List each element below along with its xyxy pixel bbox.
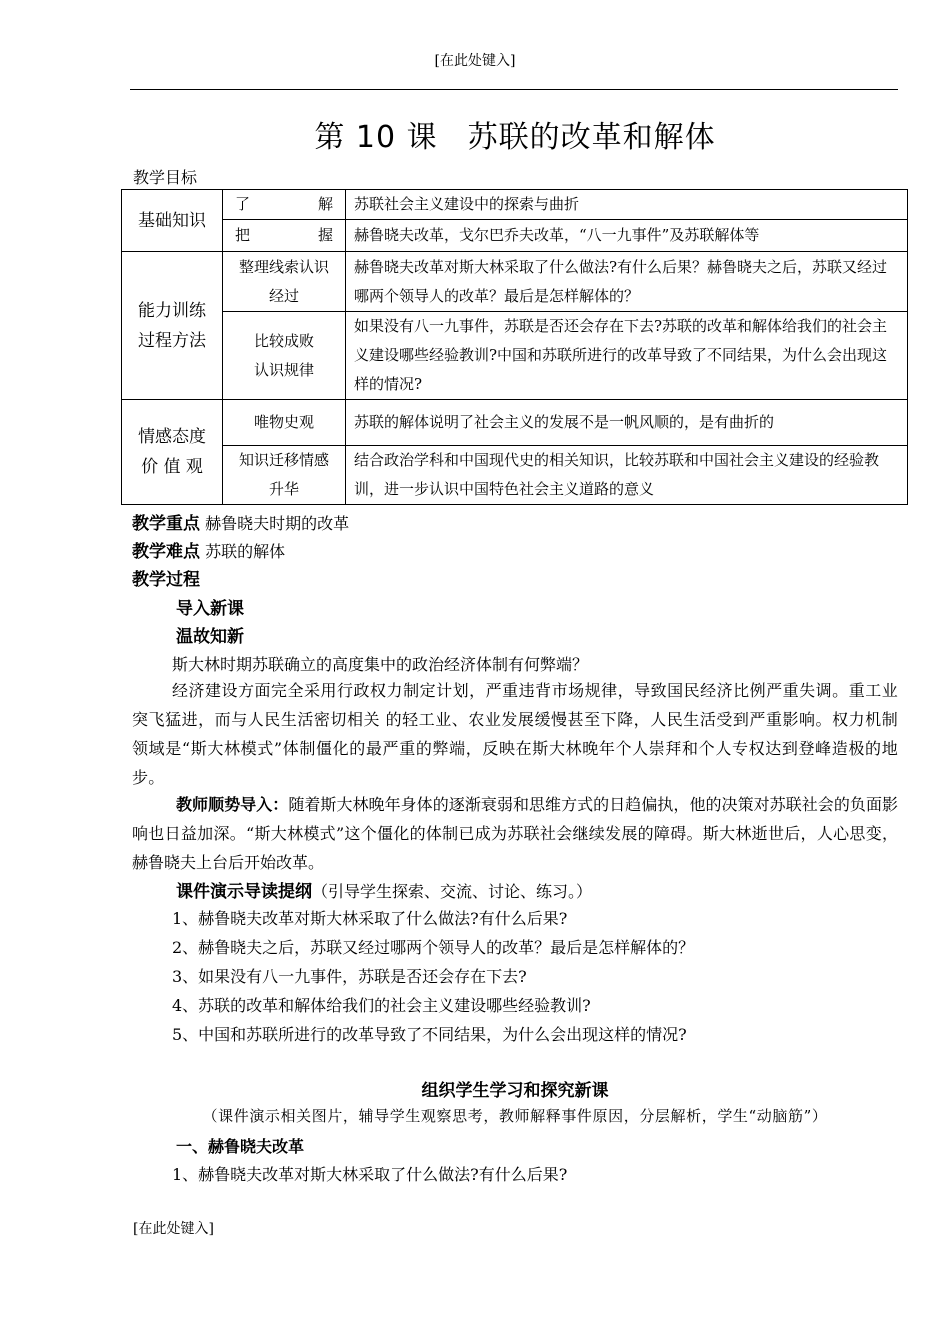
objectives-table [121,189,908,505]
difficulty: 教学难点 苏联的解体 [132,542,286,562]
new-lesson-note: （课件演示相关图片，辅导学生观察思考，教师解释事件原因，分层解析，学生“动脑筋”） [202,1107,828,1125]
process-label: 教学过程 [132,570,200,590]
list-item: 5、中国和苏联所进行的改革导致了不同结果，为什么会出现这样的情况? [172,1025,687,1044]
content-transfer: 结合政治学科和中国现代史的相关知识，比较苏联和中国社会主义建设的经验教训，进一步认识中国特色社会主义道路的意义 [346,446,908,505]
content-compare: 如果没有八一九事件，苏联是否还会存在下去?苏联的改革和解体给我们的社会主义建设哪些经验教训?中国和苏联所进行的改革导致了不同结果，为什么会出现这样的情况? [346,312,908,400]
header-rule [130,89,898,90]
page-header[interactable]: [在此处键入] [434,53,516,69]
section-khrushchev: 一、赫鲁晓夫改革 [176,1137,305,1156]
list-item: 1、赫鲁晓夫改革对斯大林采取了什么做法?有什么后果? [172,909,568,928]
sub-understand: 了 解 [223,190,346,220]
lesson-name: 苏联的改革和解体 [467,120,716,155]
review-answer: 经济建设方面完全采用行政权力制定计划，严重违背市场规律，导致国民经济比例严重失调。重工业突飞猛进，而与人民生活密切相关 的轻工业、农业发展缓慢甚至下降，人民生活受到严重影响。权力机制领域是“斯大林模式”体制僵化的最严重的弊端，反映在斯大林晚年个人崇拜和个人专权达到登峰造极的地步。 [132,681,898,787]
teacher-intro: 教师顺势导入：随着斯大林晚年身体的逐渐衰弱和思维方式的日趋偏执，他的决策对苏联社会的负面影响也日益加深。“斯大林模式”这个僵化的体制已成为苏联社会继续发展的障碍。斯大林逝世后，人心思变，赫鲁晓夫上台后开始改革。 [132,795,898,872]
sub-transfer: 知识迁移情感 升华 [223,446,346,505]
review-heading: 温故知新 [176,627,244,647]
page-footer[interactable]: [在此处键入] [133,1221,214,1237]
content-materialism: 苏联的解体说明了社会主义的发展不是一帆风顺的，是有曲折的 [346,400,908,446]
key-point: 教学重点 赫鲁晓夫时期的改革 [132,514,350,534]
category-basic: 基础知识 [122,190,223,252]
sub-clue: 整理线索认识 经过 [223,252,346,312]
goals-label: 教学目标 [133,168,198,187]
intro-heading: 导入新课 [176,599,244,619]
table-row [122,190,908,220]
table-row [122,446,908,505]
lesson-number: 第 10 课 [314,120,438,155]
new-lesson-heading: 组织学生学习和探究新课 [421,1081,609,1101]
table-row [122,400,908,446]
table-row [122,312,908,400]
section-question: 1、赫鲁晓夫改革对斯大林采取了什么做法?有什么后果? [172,1165,568,1184]
content-clue: 赫鲁晓夫改革对斯大林采取了什么做法?有什么后果？赫鲁晓夫之后，苏联又经过哪两个领导人的改革？最后是怎样解体的？ [346,252,908,312]
courseware-outline: 课件演示导读提纲（引导学生探索、交流、讨论、练习。） [176,882,593,902]
content-understand: 苏联社会主义建设中的探索与曲折 [346,190,908,220]
category-ability: 能力训练 过程方法 [122,252,223,400]
category-emotion: 情感态度 价 值 观 [122,400,223,505]
list-item: 4、苏联的改革和解体给我们的社会主义建设哪些经验教训? [172,996,591,1015]
review-question: 斯大林时期苏联确立的高度集中的政治经济体制有何弊端？ [172,655,589,674]
table-row [122,220,908,252]
page-title [0,112,950,156]
list-item: 2、赫鲁晓夫之后，苏联又经过哪两个领导人的改革？最后是怎样解体的？ [172,938,695,957]
content-grasp: 赫鲁晓夫改革，戈尔巴乔夫改革，“八一九事件”及苏联解体等 [346,220,908,252]
sub-compare: 比较成败 认识规律 [223,312,346,400]
sub-grasp: 把 握 [223,220,346,252]
table-row [122,252,908,312]
list-item: 3、如果没有八一九事件，苏联是否还会存在下去? [172,967,527,986]
sub-materialism: 唯物史观 [223,400,346,446]
